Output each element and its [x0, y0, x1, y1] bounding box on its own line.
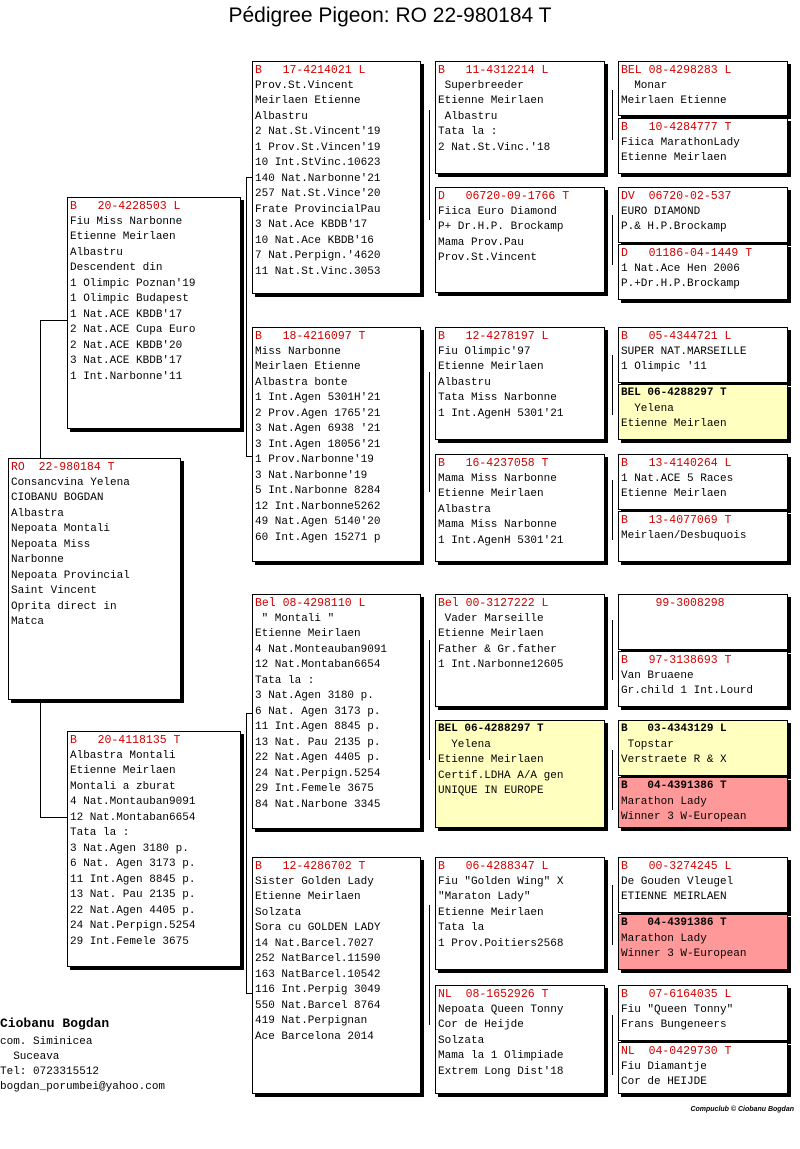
ring-number: B 12-4286702 T	[255, 860, 366, 873]
connector-line	[429, 110, 430, 220]
ring-number: Bel 08-4298110 L	[255, 597, 366, 610]
ring-number: B 97-3138693 T	[621, 654, 732, 667]
ring-number: B 17-4214021 L	[255, 64, 366, 77]
connector-line	[429, 640, 430, 760]
connector-line	[612, 480, 613, 540]
ancestor-card: B 10-4284777 T Fiica MarathonLady Etienne Meirlaen	[618, 118, 788, 174]
great-grandparent-card: B 12-4278197 L Fiu Olimpic'97 Etienne Meirlaen Albastru Tata Miss Narbonne 1 Int.AgenH 5301'21	[435, 327, 605, 440]
ring-number: B 13-4140264 L	[621, 457, 732, 470]
connector-line	[612, 90, 613, 140]
connector-line	[429, 905, 430, 1025]
ring-number: B 12-4278197 L	[438, 330, 549, 343]
ancestor-card: B 04-4391386 T Marathon Lady Winner 3 W-European	[618, 914, 788, 970]
ancestor-card: B 00-3274245 L De Gouden Vleugel ETIENNE MEIRLAEN	[618, 857, 788, 913]
connector-line	[429, 372, 430, 492]
ring-number: B 06-4288347 L	[438, 860, 549, 873]
ancestor-card: B 07-6164035 L Fiu "Queen Tonny" Frans Bungeneers	[618, 985, 788, 1041]
great-grandparent-card: B 06-4288347 L Fiu "Golden Wing" X "Maraton Lady" Etienne Meirlaen Tata la 1 Prov.Poitiers2568	[435, 857, 605, 970]
owner-address: com. Siminicea	[0, 1036, 93, 1048]
ring-number: BEL 06-4288297 T	[438, 723, 544, 735]
ring-number: B 10-4284777 T	[621, 121, 732, 134]
grandparent-card: B 17-4214021 L Prov.St.Vincent Meirlaen Etienne Albastru 2 Nat.St.Vincent'19 1 Prov.St.Vincen'19 10 Int.StVinc.10623 140 Nat.Narbonne'21 257 Nat.St.Vince'20 Frate ProvincialPau 3 Nat.Ace KBDB'17 10 Nat.Ace KBDB'16 7 Nat.Perpign.'4620 11 Nat.St.Vinc.3053	[252, 61, 421, 294]
ring-number: B 13-4077069 T	[621, 514, 732, 527]
great-grandparent-card: D 06720-09-1766 T Fiica Euro Diamond P+ Dr.H.P. Brockamp Mama Prov.Pau Prov.St.Vincent	[435, 187, 605, 293]
subject-pigeon-card: RO 22-980184 T Consancvina Yelena CIOBANU BOGDAN Albastra Nepoata Montali Nepoata Miss Narbonne Nepoata Provincial Saint Vincent Oprita direct in Matca	[8, 458, 181, 700]
ancestor-card: B 05-4344721 L SUPER NAT.MARSEILLE 1 Olimpic '11	[618, 327, 788, 383]
owner-email: bogdan_porumbei@yahoo.com	[0, 1081, 166, 1093]
connector-line	[40, 320, 41, 460]
owner-phone: Tel: 0723315512	[0, 1066, 100, 1078]
ring-number: B 00-3274245 L	[621, 860, 732, 873]
connector-line	[612, 885, 613, 945]
ancestor-card: B 13-4140264 L 1 Nat.ACE 5 Races Etienne Meirlaen	[618, 454, 788, 510]
ancestor-card: B 13-4077069 T Meirlaen/Desbuquois	[618, 511, 788, 562]
ring-number: D 06720-09-1766 T	[438, 190, 570, 203]
footer-credit: Compuclub © Ciobanu Bogdan	[690, 1106, 794, 1113]
ring-number: 99-3008298	[621, 597, 725, 610]
connector-line	[612, 750, 613, 810]
great-grandparent-card: B 11-4312214 L Superbreeder Etienne Meirlaen Albastru Tata la : 2 Nat.St.Vinc.'18	[435, 61, 605, 174]
connector-line	[612, 620, 613, 680]
ring-number: BEL 08-4298283 L	[621, 64, 732, 77]
ring-number: B 20-4228503 L	[70, 200, 181, 213]
ring-number: B 16-4237058 T	[438, 457, 549, 470]
owner-city: Suceava	[0, 1051, 60, 1063]
ring-number: B 18-4216097 T	[255, 330, 366, 343]
great-grandparent-card: Bel 00-3127222 L Vader Marseille Etienne Meirlaen Father & Gr.father 1 Int.Narbonne12605	[435, 594, 605, 707]
ancestor-card: B 04-4391386 T Marathon Lady Winner 3 W-European	[618, 777, 788, 828]
ring-number: B 11-4312214 L	[438, 64, 549, 77]
ancestor-card: B 03-4343129 L Topstar Verstraete R & X	[618, 720, 788, 776]
connector-line	[40, 320, 68, 321]
ring-number: D 01186-04-1449 T	[621, 247, 753, 260]
connector-line	[246, 713, 247, 993]
owner-info	[0, 1016, 165, 1095]
ring-number: DV 06720-02-537	[621, 190, 732, 203]
ring-number: B 05-4344721 L	[621, 330, 732, 343]
ring-number: RO 22-980184 T	[11, 461, 115, 474]
connector-line	[612, 355, 613, 415]
grandparent-card: B 18-4216097 T Miss Narbonne Meirlaen Etienne Albastra bonte 1 Int.Agen 5301H'21 2 Prov.Agen 1765'21 3 Nat.Agen 6938 '21 3 Int.Agen 18056'21 1 Prov.Narbonne'19 3 Nat.Narbonne'19 5 Int.Narbonne 8284 12 Int.Narbonne5262 49 Nat.Agen 5140'20 60 Int.Agen 15271 p	[252, 327, 421, 562]
connector-line	[246, 177, 247, 456]
grandparent-card: B 12-4286702 T Sister Golden Lady Etienne Meirlaen Solzata Sora cu GOLDEN LADY 14 Nat.Barcel.7027 252 NatBarcel.11590 163 NatBarcel.10542 116 Int.Perpig 3049 550 Nat.Barcel 8764 419 Nat.Perpignan Ace Barcelona 2014	[252, 857, 421, 1094]
connector-line	[612, 215, 613, 265]
ring-number: Bel 00-3127222 L	[438, 597, 549, 610]
ring-number: NL 04-0429730 T	[621, 1045, 732, 1058]
ring-number: BEL 06-4288297 T	[621, 387, 727, 399]
ring-number: B 04-4391386 T	[621, 917, 727, 929]
page-title: Pédigree Pigeon: RO 22-980184 T	[228, 4, 552, 27]
connector-line	[612, 1015, 613, 1075]
great-grandparent-card: B 16-4237058 T Mama Miss Narbonne Etienne Meirlaen Albastra Mama Miss Narbonne 1 Int.AgenH 5301'21	[435, 454, 605, 562]
great-grandparent-card: BEL 06-4288297 T Yelena Etienne Meirlaen Certif.LDHA A/A gen UNIQUE IN EUROPE	[435, 720, 605, 828]
owner-name: Ciobanu Bogdan	[0, 1016, 110, 1031]
ring-number: B 20-4118135 T	[70, 734, 181, 747]
ancestor-card: DV 06720-02-537 EURO DIAMOND P.& H.P.Brockamp	[618, 187, 788, 243]
connector-line	[40, 699, 41, 817]
ring-number: NL 08-1652926 T	[438, 988, 549, 1001]
great-grandparent-card: NL 08-1652926 T Nepoata Queen Tonny Cor de Heijde Solzata Mama la 1 Olimpiade Extrem Long Dist'18	[435, 985, 605, 1094]
sire-card: B 20-4228503 L Fiu Miss Narbonne Etienne Meirlaen Albastru Descendent din 1 Olimpic Poznan'19 1 Olimpic Budapest 1 Nat.ACE KBDB'17 2 Nat.ACE Cupa Euro 2 Nat.ACE KBDB'20 3 Nat.ACE KBDB'17 1 Int.Narbonne'11	[67, 197, 241, 429]
ancestor-card: B 97-3138693 T Van Bruaene Gr.child 1 Int.Lourd	[618, 651, 788, 707]
connector-line	[40, 817, 68, 818]
ring-number: B 07-6164035 L	[621, 988, 732, 1001]
dam-card: B 20-4118135 T Albastra Montali Etienne Meirlaen Montali a zburat 4 Nat.Montauban9091 12 Nat.Montaban6654 Tata la : 3 Nat.Agen 3180 p. 6 Nat. Agen 3173 p. 11 Int.Agen 8845 p. 13 Nat. Pau 2135 p. 22 Nat.Agen 4405 p. 24 Nat.Perpign.5254 29 Int.Femele 3675	[67, 731, 241, 967]
ancestor-card: BEL 06-4288297 T Yelena Etienne Meirlaen	[618, 384, 788, 440]
ancestor-card: NL 04-0429730 T Fiu Diamantje Cor de HEIJDE	[618, 1042, 788, 1094]
grandparent-card: Bel 08-4298110 L " Montali " Etienne Meirlaen 4 Nat.Monteauban9091 12 Nat.Montaban6654 Tata la : 3 Nat.Agen 3180 p. 6 Nat. Agen 3173 p. 11 Int.Agen 8845 p. 13 Nat. Pau 2135 p. 22 Nat.Agen 4405 p. 24 Nat.Perpign.5254 29 Int.Femele 3675 84 Nat.Narbone 3345	[252, 594, 421, 829]
ancestor-card: BEL 08-4298283 L Monar Meirlaen Etienne	[618, 61, 788, 116]
ancestor-card	[618, 594, 788, 650]
ancestor-card: D 01186-04-1449 T 1 Nat.Ace Hen 2006 P.+Dr.H.P.Brockamp	[618, 244, 788, 300]
ring-number: B 03-4343129 L	[621, 723, 727, 735]
ring-number: B 04-4391386 T	[621, 780, 727, 792]
